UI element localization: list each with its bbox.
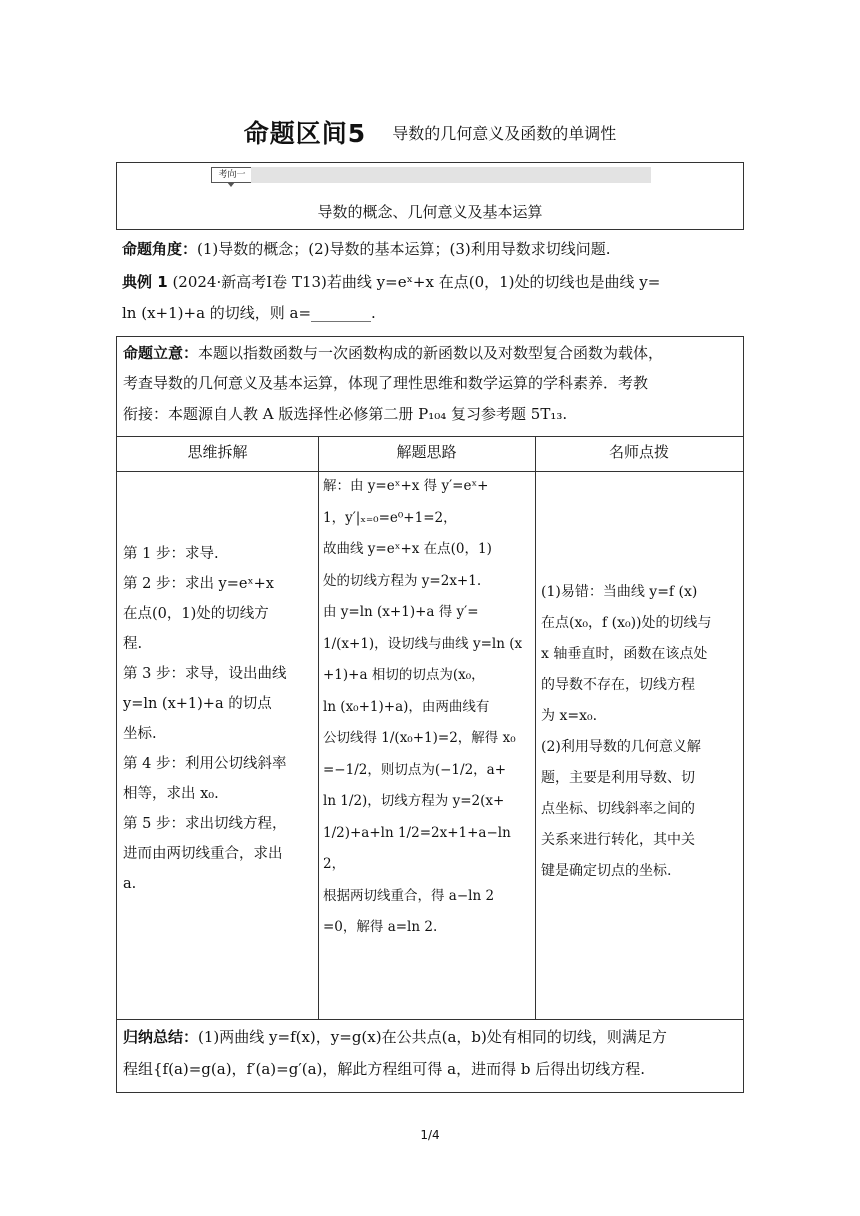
solution-line: 处的切线方程为 y=2x+1. bbox=[323, 572, 482, 589]
intent-line-3: 衔接：本题源自人教 A 版选择性必修第二册 P₁₀₄ 复习参考题 5T₁₃. bbox=[123, 405, 568, 423]
solution-line: 1/2)+a+ln 1/2=2x+1+a−ln bbox=[323, 824, 511, 841]
tip-line: (1)易错：当曲线 y=f (x) bbox=[541, 584, 698, 600]
solution-line: ln 1/2)，切线方程为 y=2(x+ bbox=[323, 793, 505, 809]
summary-text-1: (1)两曲线 y=f(x)，y=g(x)在公共点(a，b)处有相同的切线，则满足方 bbox=[198, 1028, 667, 1046]
step-line: 第 4 步：利用公切线斜率 bbox=[123, 756, 287, 772]
badge-pointer-icon bbox=[227, 182, 235, 187]
summary-line-2: 程组{f(a)=g(a)，f′(a)=g′(a)，解此方程组可得 a，进而得 b 后得出切线方程. bbox=[123, 1060, 646, 1078]
example-line-1 bbox=[122, 271, 738, 292]
steps-cell bbox=[123, 539, 315, 899]
solution-line: 由 y=ln (x+1)+a 得 y′= bbox=[323, 604, 479, 620]
intent-line-2: 考查导数的几何意义及基本运算，体现了理性思维和数学运算的学科素养．考教 bbox=[123, 374, 649, 392]
col-header-tips: 名师点拨 bbox=[608, 443, 669, 461]
intent-line-1 bbox=[123, 339, 739, 367]
tips-cell bbox=[541, 577, 741, 887]
tip-line: 键是确定切点的坐标. bbox=[541, 863, 672, 879]
tip-line: 为 x=x₀. bbox=[541, 708, 598, 724]
tip-line: 在点(x₀，f (x₀))处的切线与 bbox=[541, 615, 712, 631]
example-text-2: ln (x+1)+a 的切线，则 a=________. bbox=[122, 304, 376, 322]
page-number: 1/4 bbox=[420, 1128, 440, 1142]
solution-line: 1，y′|ₓ₌₀=e⁰+1=2， bbox=[323, 509, 457, 526]
solution-line: +1)+a 相切的切点为(x₀， bbox=[323, 667, 485, 683]
solution-line: ln (x₀+1)+a)，由两曲线有 bbox=[323, 698, 490, 715]
solution-line: 解：由 y=eˣ+x 得 y′=eˣ+ bbox=[323, 478, 489, 494]
solution-line: 故曲线 y=eˣ+x 在点(0，1) bbox=[323, 541, 492, 557]
angle-label: 命题角度： bbox=[122, 240, 198, 258]
solution-line: 根据两切线重合，得 a−ln 2 bbox=[323, 887, 495, 904]
analysis-table bbox=[116, 336, 744, 1093]
section-badge: 考向一 bbox=[211, 167, 253, 183]
angle-line bbox=[122, 238, 738, 259]
tip-line: x 轴垂直时，函数在该点处 bbox=[541, 646, 708, 662]
solution-line: 2， bbox=[323, 856, 346, 872]
angle-text: (1)导数的概念；(2)导数的基本运算；(3)利用导数求切线问题. bbox=[197, 240, 611, 258]
step-line: 第 5 步：求出切线方程， bbox=[123, 816, 287, 832]
intent-text-1: 本题以指数函数与一次函数构成的新函数以及对数型复合函数为载体， bbox=[198, 344, 664, 362]
table-col-divider-1 bbox=[318, 437, 319, 1019]
solution-cell bbox=[323, 471, 533, 944]
solution-line: 公切线得 1/(x₀+1)=2，解得 x₀ bbox=[323, 730, 516, 746]
col-header-thinking: 思维拆解 bbox=[187, 443, 248, 461]
tip-line: 点坐标、切线斜率之间的 bbox=[541, 801, 695, 817]
step-line: 在点(0，1)处的切线方 bbox=[123, 606, 269, 622]
table-divider-top bbox=[117, 436, 743, 437]
example-text-1: (2024·新高考Ⅰ卷 T13)若曲线 y=eˣ+x 在点(0，1)处的切线也是曲线 y= bbox=[172, 273, 661, 291]
page-subtitle: 导数的几何意义及函数的单调性 bbox=[392, 124, 617, 143]
step-line: 第 2 步：求出 y=eˣ+x bbox=[123, 576, 274, 592]
section-title: 导数的概念、几何意义及基本运算 bbox=[317, 203, 543, 221]
page-title: 命题区间5 bbox=[243, 119, 367, 148]
step-line: 进而由两切线重合，求出 bbox=[123, 846, 283, 862]
step-line: 相等，求出 x₀. bbox=[123, 786, 219, 802]
solution-line: =0，解得 a=ln 2. bbox=[323, 919, 438, 935]
tip-line: 关系来进行转化，其中关 bbox=[541, 832, 695, 848]
table-divider-bottom bbox=[117, 1019, 743, 1020]
summary-line-1 bbox=[123, 1023, 739, 1051]
example-label: 典例 1 bbox=[122, 273, 168, 291]
intent-label: 命题立意： bbox=[123, 344, 199, 362]
title-row bbox=[0, 114, 860, 150]
tip-line: (2)利用导数的几何意义解 bbox=[541, 739, 701, 755]
section-frame bbox=[116, 162, 744, 230]
tip-line: 的导数不存在，切线方程 bbox=[541, 677, 695, 693]
section-badge-bar bbox=[251, 167, 651, 183]
example-line-2 bbox=[122, 302, 738, 323]
step-line: y=ln (x+1)+a 的切点 bbox=[123, 696, 272, 712]
solution-line: 1/(x+1)，设切线与曲线 y=ln (x bbox=[323, 635, 523, 652]
step-line: 坐标. bbox=[123, 726, 157, 742]
solution-line: =−1/2，则切点为(−1/2，a+ bbox=[323, 761, 507, 778]
step-line: 程. bbox=[123, 636, 143, 652]
tip-line: 题，主要是利用导数、切 bbox=[541, 770, 695, 786]
step-line: a. bbox=[123, 876, 137, 892]
step-line: 第 3 步：求导，设出曲线 bbox=[123, 666, 287, 682]
table-col-divider-2 bbox=[535, 437, 536, 1019]
step-line: 第 1 步：求导. bbox=[123, 546, 219, 562]
col-header-solution: 解题思路 bbox=[396, 443, 457, 461]
summary-label: 归纳总结： bbox=[123, 1028, 199, 1046]
